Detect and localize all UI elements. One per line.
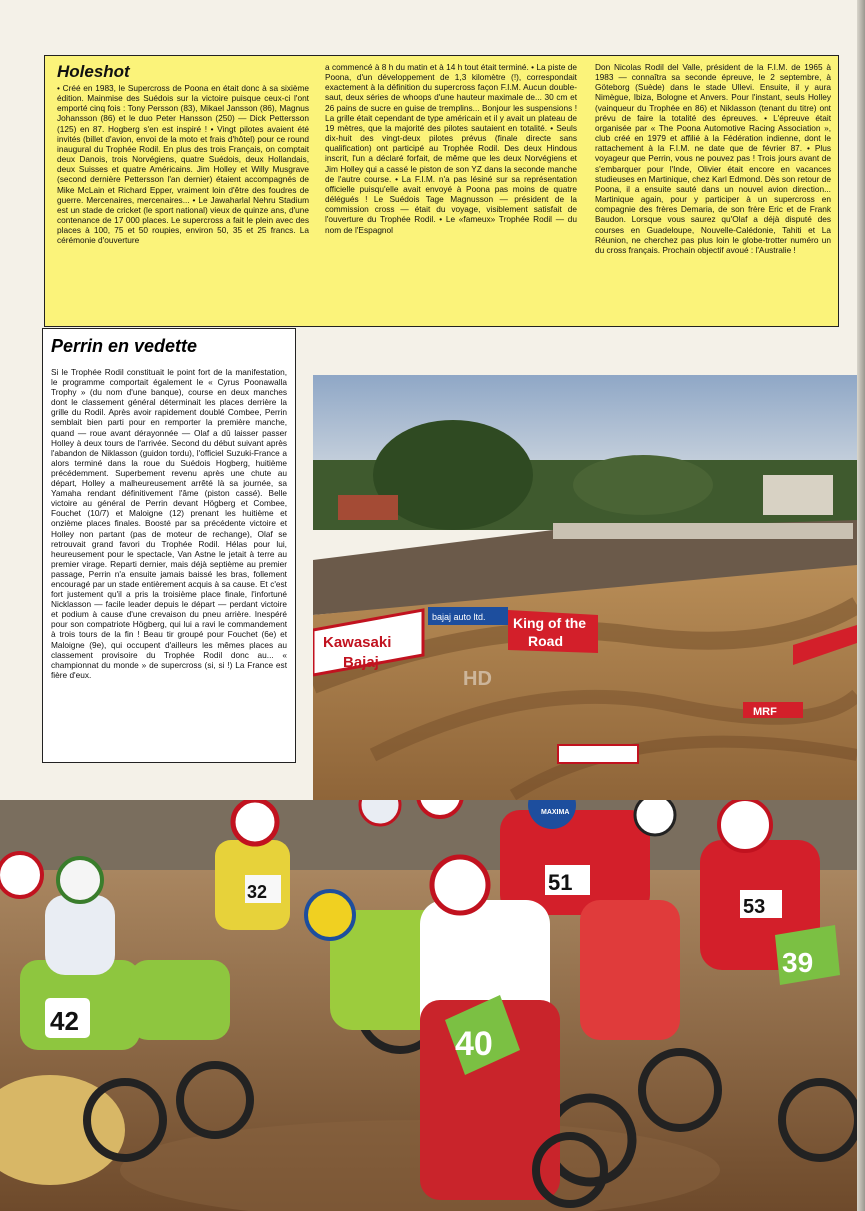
holeshot-text-1: • Créé en 1983, le Supercross de Poona en était donc à sa sixième édition. Mainmise des Suédois sur la victoire puisque ceux-ci l'ont emporté cinq fois : Tony Persson (83), Mikael Jansson (86), Magnus Johansson (86) et le duo Peter Hansson (250) — Dick Pettersson (125) en 87. Hogberg s'en est inspiré ! • Vingt pilotes avaient été invités (billet d'avion, envoi de la moto et frais d'hôtel) pour ce round inaugural du Trophée Rodil. En plus des trois Français, on comptait deux Danois, trois Norvégiens, quatre Suédois, deux Hollandais, deux Suisses et quatre Américains. Jim Holley et Willy Musgrave (second dernière Pettersson l'an dernier) étaient accompagnés de Mike McLain et Richard Epper, vraiment loin d'être des foudres de guerre. Mercenaires, mercenaires... • Le Jawaharlal Nehru Stadium est un stade de cricket (le sport national) vieux de quinze ans, d'une contenance de 17 000 places. Le supercross a fait le plein avec des places à 100, 75 et 50 roupies, environ 50, 35 et 25 francs. La cérémonie d'ouverture	[57, 83, 309, 246]
holeshot-column-2	[325, 62, 577, 235]
holeshot-column-1	[57, 62, 309, 246]
number-51: 51	[548, 870, 573, 895]
holeshot-text-3: Don Nicolas Rodil del Valle, président de la F.I.M. de 1965 à 1983 — connaîtra sa seconde épreuve, le 2 septembre, à Göteborg (Suède) dans le stade Ullevi. Ensuite, il y aura Nimègue, Ibiza, Bologne et Anvers. Pour l'instant, seuls Holley (vainqueur du Trophée en 86) et Niklasson (tenant du titre) ont prévu de faire la totalité des épreuves. • L'épreuve était organisée par « The Poona Automotive Racing Association », club créé en 1979 et affilié à la Fédération indienne, dont le rattachement à la F.I.M. ne date que de février 87. • Plus voyageur que Perrin, vous ne pouvez pas ! Trois jours avant de s'embarquer pour l'Inde, Olivier était encore en vacances studieuses en Martinique, chez Karl Edmond. Dès son retour de Poona, il a ensuite sauté dans un nouvel avion direction... Martinique again, pour y participer à un supercross en compagnie des frères Demaria, de son frère Eric et de Frank Baudon. Lorsque vous saurez qu'Olaf a déjà disputé des courses en Guadeloupe, Nouvelle-Calédonie, Tahiti et La Réunion, ne cherchez pas plus loin le globe-trotter numéro un du cross français. Prochain objectif avoué : l'Australie !	[595, 62, 831, 255]
banner-mrf: MRF	[753, 706, 777, 718]
banner-bajaj: Bajaj	[343, 654, 379, 671]
photo-watermark: HD	[463, 668, 492, 690]
page-spine	[857, 0, 865, 1211]
banner-kawasaki: Kawasaki	[323, 634, 392, 651]
perrin-text: Si le Trophée Rodil constituait le point fort de la manifestation, le programme comportait également le « Cyrus Poonawalla Trophy » (du nom d'une banque), course en deux manches dont le classement général déterminait les places derrière la grille du Rodil. Après avoir rapidement doublé Combee, Perrin semblait bien parti pour en remporter la première manche, quand — roue avant dérayonnée — Olaf a dû laisser passer Holley à deux tours de l'arrivée. Second du début suivant après l'abandon de Niklasson (guidon tordu), l'officiel Suzuki-France a alors terminé dans la roue du Suédois Hogberg, huitième précédemment. Superbement revenu après une chute au départ, Holley a malheureusement arrêté là sa journée, sa Yamaha rendant définitivement l'âme (piston cassé). Belle victoire au général de Perrin devant Högberg et Combee, Fouchet (10/7) et Maloigne (12) prenant les huitième et onzième places finales. Boosté par sa précédente victoire et Holley non partant (pas de moteur de rechange), Olaf se retrouvait grand favori du Trophée Rodil. Hélas pour lui, heureusement pour le spectacle, Van Astne le jetait à terre au premier virage. Reparti dernier, mais déjà septième au premier passage, Perrin n'a ensuite jamais baissé les bras, follement encouragé par un stade entièrement acquis à sa cause. Et c'est fort justement qu'il a pris la troisième place finale, l'infortuné Nicklasson — facile leader depuis le départ — perdant victoire et podium à cause d'une crevaison du pneu arrière. Inespéré pour son compatriote Högberg, qui lui a ravi le commandement à trois tours de la fin ! Beau tir groupé pour Fouchet (6e) et Maloigne (9e), qui occupent d'ailleurs les mêmes places au classement provisoire du Trophée Rodil donc au... « championnat du monde » de supercross (si, si !) La France est fière d'eux.	[51, 367, 287, 680]
number-plate-39: 39	[782, 947, 814, 978]
riders-photo	[0, 800, 857, 1211]
number-32: 32	[247, 882, 268, 902]
number-plate-42: 42	[50, 1006, 79, 1036]
banner-road: Road	[528, 633, 563, 649]
holeshot-box	[44, 55, 839, 327]
banner-king-of-the: King of the	[513, 615, 587, 631]
helmet-maxima: MAXIMA	[541, 809, 570, 816]
banner-bajaj-auto: bajaj auto ltd.	[432, 612, 486, 622]
holeshot-column-3	[595, 62, 831, 255]
perrin-title: Perrin en vedette	[51, 336, 198, 356]
riders-illustration	[0, 800, 857, 1211]
number-plate-40: 40	[455, 1025, 493, 1063]
holeshot-title: Holeshot	[57, 62, 130, 81]
stadium-photo	[313, 375, 857, 805]
holeshot-text-2: a commencé à 8 h du matin et à 14 h tout était terminé. • La piste de Poona, d'un développement de 1,3 kilomètre (!), correspondait exactement à la définition du supercross façon F.I.M. Aucun double-saut, deux séries de whoops d'une hauteur maximale de... 30 cm et 26 pains de sucre en guise de tremplins... Bonjour les suspensions ! La grille était cependant de type américain et il y avait un plateau de 19 mètres, que la majorité des pilotes sautaient en totalité. • Seuls dix-huit des vingt-deux pilotes prévus (finale directe sans qualification) ont participé au Trophée Rodil. Des deux Hindous inscrit, l'un a déclaré forfait, de même que les deux Norvégiens et Jim Holley qui a cassé le piston de son YZ dans la seconde manche de l'autre course. • La F.I.M. n'a pas lésiné sur sa représentation officielle puisqu'elle avait envoyé à Poona pas moins de quatre délégués ! Le Suédois Tage Magnusson — président de la commission cross — était du voyage, visiblement satisfait de l'ouverture du Trophée Rodil. • Le «fameux» Trophée Rodil — du nom de l'Espagnol	[325, 62, 577, 235]
stadium-illustration	[313, 375, 857, 805]
perrin-article-box	[42, 328, 296, 763]
number-53: 53	[743, 896, 766, 918]
